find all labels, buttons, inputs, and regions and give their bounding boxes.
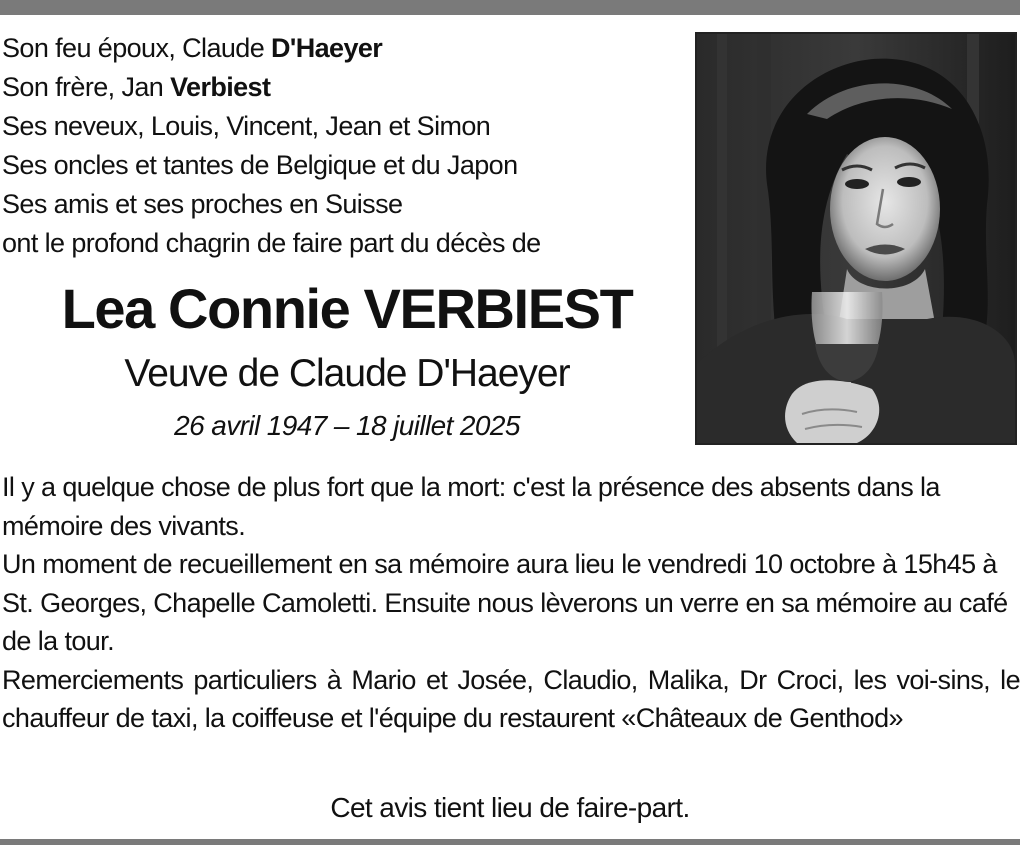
- family-line-nephews: [2, 107, 682, 146]
- family-line-announcement: [2, 224, 682, 263]
- portrait-photo-icon: [697, 34, 1015, 443]
- family-line-relatives: [2, 146, 682, 185]
- family-line-text: Ses neveux, Louis, Vincent, Jean et Simon: [2, 111, 491, 141]
- family-line-text: ont le profond chagrin de faire part du décès de: [2, 228, 541, 258]
- ceremony-details: Un moment de recueillement en sa mémoire aura lieu le vendredi 10 octobre à 15h45 à St. Georges, Chapelle Camoletti. Ensuite nous lèverons un verre en sa mémoire au café de la tour.: [2, 549, 1008, 656]
- family-line-friends: [2, 185, 682, 224]
- family-line-text: Son frère, Jan: [2, 72, 171, 102]
- closing-note: Cet avis tient lieu de faire-part.: [330, 792, 690, 823]
- deceased-name: Lea Connie VERBIEST: [61, 277, 633, 340]
- family-line-text: Son feu époux, Claude: [2, 33, 272, 63]
- family-line-surname: Verbiest: [170, 72, 271, 102]
- family-line-text: Ses amis et ses proches en Suisse: [2, 189, 403, 219]
- memorial-quote: Il y a quelque chose de plus fort que la mort: c'est la présence des absents dans la mémoire des vivants.: [2, 472, 940, 541]
- family-line-surname: D'Haeyer: [271, 33, 383, 63]
- life-dates: 26 avril 1947 – 18 juillet 2025: [174, 410, 520, 441]
- bottom-rule: [0, 839, 1020, 845]
- family-list: [2, 29, 682, 263]
- acknowledgements: Remerciements particuliers à Mario et Josée, Claudio, Malika, Dr Croci, les voi-sins, le chauffeur de taxi, la coiffeuse et l'équipe du restaurent «Châteaux de Genthod»: [2, 664, 1020, 733]
- announcement-body: [2, 468, 1020, 738]
- family-line-brother: [2, 68, 682, 107]
- top-rule: [0, 0, 1020, 15]
- widow-line: Veuve de Claude D'Haeyer: [124, 352, 570, 395]
- portrait-photo: [695, 32, 1017, 445]
- family-line-text: Ses oncles et tantes de Belgique et du Japon: [2, 150, 518, 180]
- family-line-spouse: [2, 29, 682, 68]
